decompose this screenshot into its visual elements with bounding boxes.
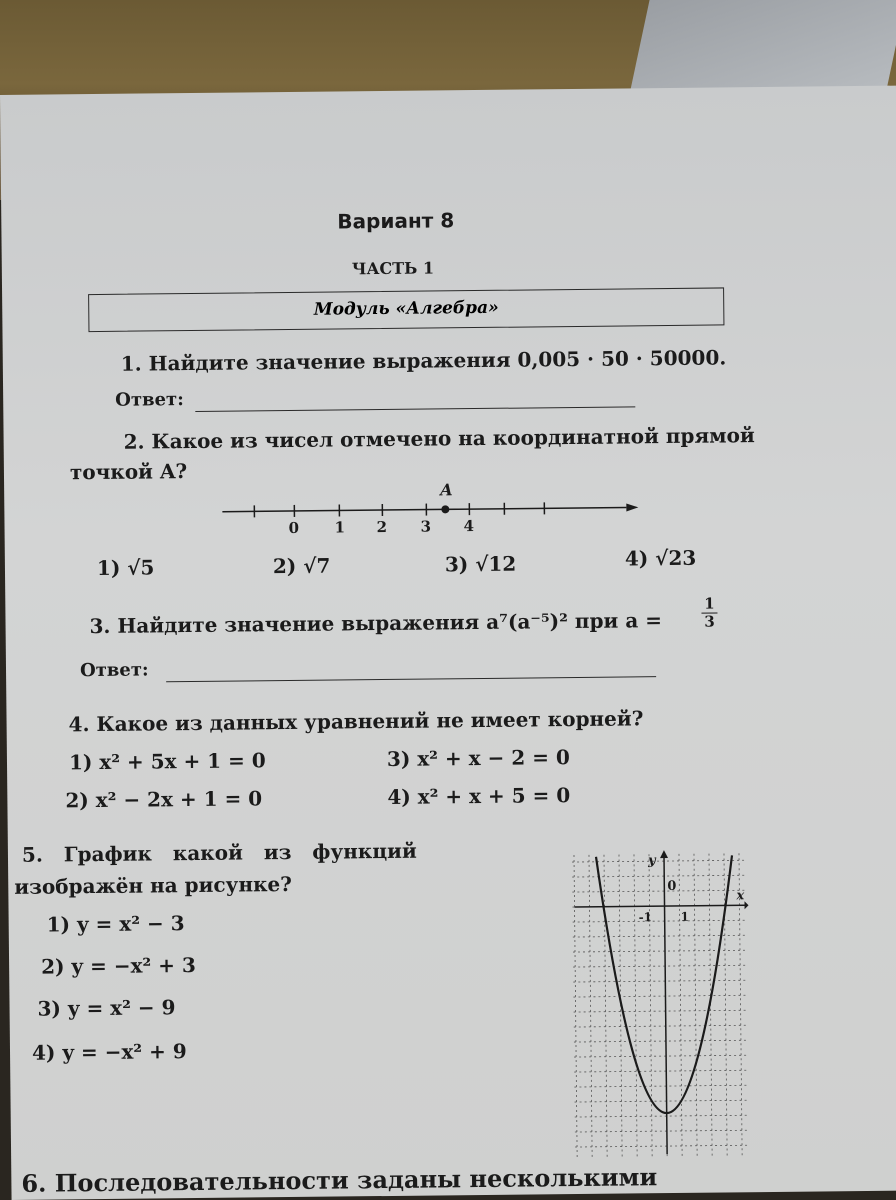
answer-line-3[interactable] — [166, 676, 656, 682]
q2-option-1[interactable]: 1) √5 — [96, 555, 155, 581]
tick-label: 1 — [334, 518, 346, 537]
x-axis-label: x — [736, 888, 745, 904]
background-paper — [630, 0, 896, 90]
module-box — [88, 287, 724, 332]
question-3: 3. Найдите значение выражения a⁷(a⁻⁵)² при a = — [89, 608, 663, 639]
answer-line-1[interactable] — [195, 406, 635, 412]
question-4: 4. Какое из данных уравнений не имеет корней? — [68, 706, 644, 737]
point-a-marker — [441, 505, 449, 513]
question-6: 6. Последовательности заданы несколькими — [21, 1162, 658, 1198]
worksheet-page — [0, 86, 896, 1200]
tick-label: 4 — [463, 517, 475, 536]
q5-option-2[interactable]: 2) y = −x² + 3 — [41, 952, 196, 979]
fraction-numerator: 1 — [704, 594, 715, 613]
tick-neg-label: -1 — [638, 910, 653, 925]
q5-option-1[interactable]: 1) y = x² − 3 — [46, 911, 185, 937]
q5-option-3[interactable]: 3) y = x² − 9 — [37, 995, 176, 1021]
part-heading: ЧАСТЬ 1 — [351, 258, 435, 279]
q4-option-3[interactable]: 3) x² + x − 2 = 0 — [386, 745, 570, 771]
tick-label: 0 — [288, 518, 300, 538]
question-5-line2: изображён на рисунке? — [14, 871, 293, 899]
q2-option-4[interactable]: 4) √23 — [624, 545, 697, 571]
x-axis — [575, 905, 745, 907]
module-label: Модуль «Алгебра» — [313, 297, 499, 320]
question-1: 1. Найдите значение выражения 0,005 · 50 · 50000. — [120, 345, 727, 376]
answer-label-3: Ответ: — [79, 659, 149, 682]
y-axis — [664, 856, 667, 1154]
number-line — [214, 473, 645, 547]
origin-label: 0 — [667, 878, 677, 895]
q5-option-4[interactable]: 4) y = −x² + 9 — [31, 1039, 187, 1065]
tick-pos-label: 1 — [680, 909, 690, 924]
q4-option-1[interactable]: 1) x² + 5x + 1 = 0 — [68, 748, 266, 775]
question-2-line1: 2. Какое из чисел отмечено на координатной прямой — [123, 423, 755, 454]
question-5-line1: 5. График какой из функций — [21, 838, 417, 867]
tick-label: 3 — [420, 517, 432, 536]
fraction-denominator: 3 — [701, 613, 717, 631]
answer-label-1: Ответ: — [115, 389, 184, 411]
q4-option-2[interactable]: 2) x² − 2x + 1 = 0 — [65, 786, 263, 813]
y-axis-label: y — [647, 853, 656, 869]
fraction — [701, 596, 717, 631]
tick-label: 2 — [376, 517, 388, 537]
point-a-label: A — [440, 480, 453, 500]
q4-option-4[interactable]: 4) x² + x + 5 = 0 — [387, 783, 571, 809]
q2-option-2[interactable]: 2) √7 — [272, 553, 331, 579]
parabola-graph — [568, 849, 751, 1161]
variant-title: Вариант 8 — [337, 208, 455, 234]
q2-option-3[interactable]: 3) √12 — [444, 551, 517, 577]
question-2-line2: точкой A? — [69, 459, 188, 485]
